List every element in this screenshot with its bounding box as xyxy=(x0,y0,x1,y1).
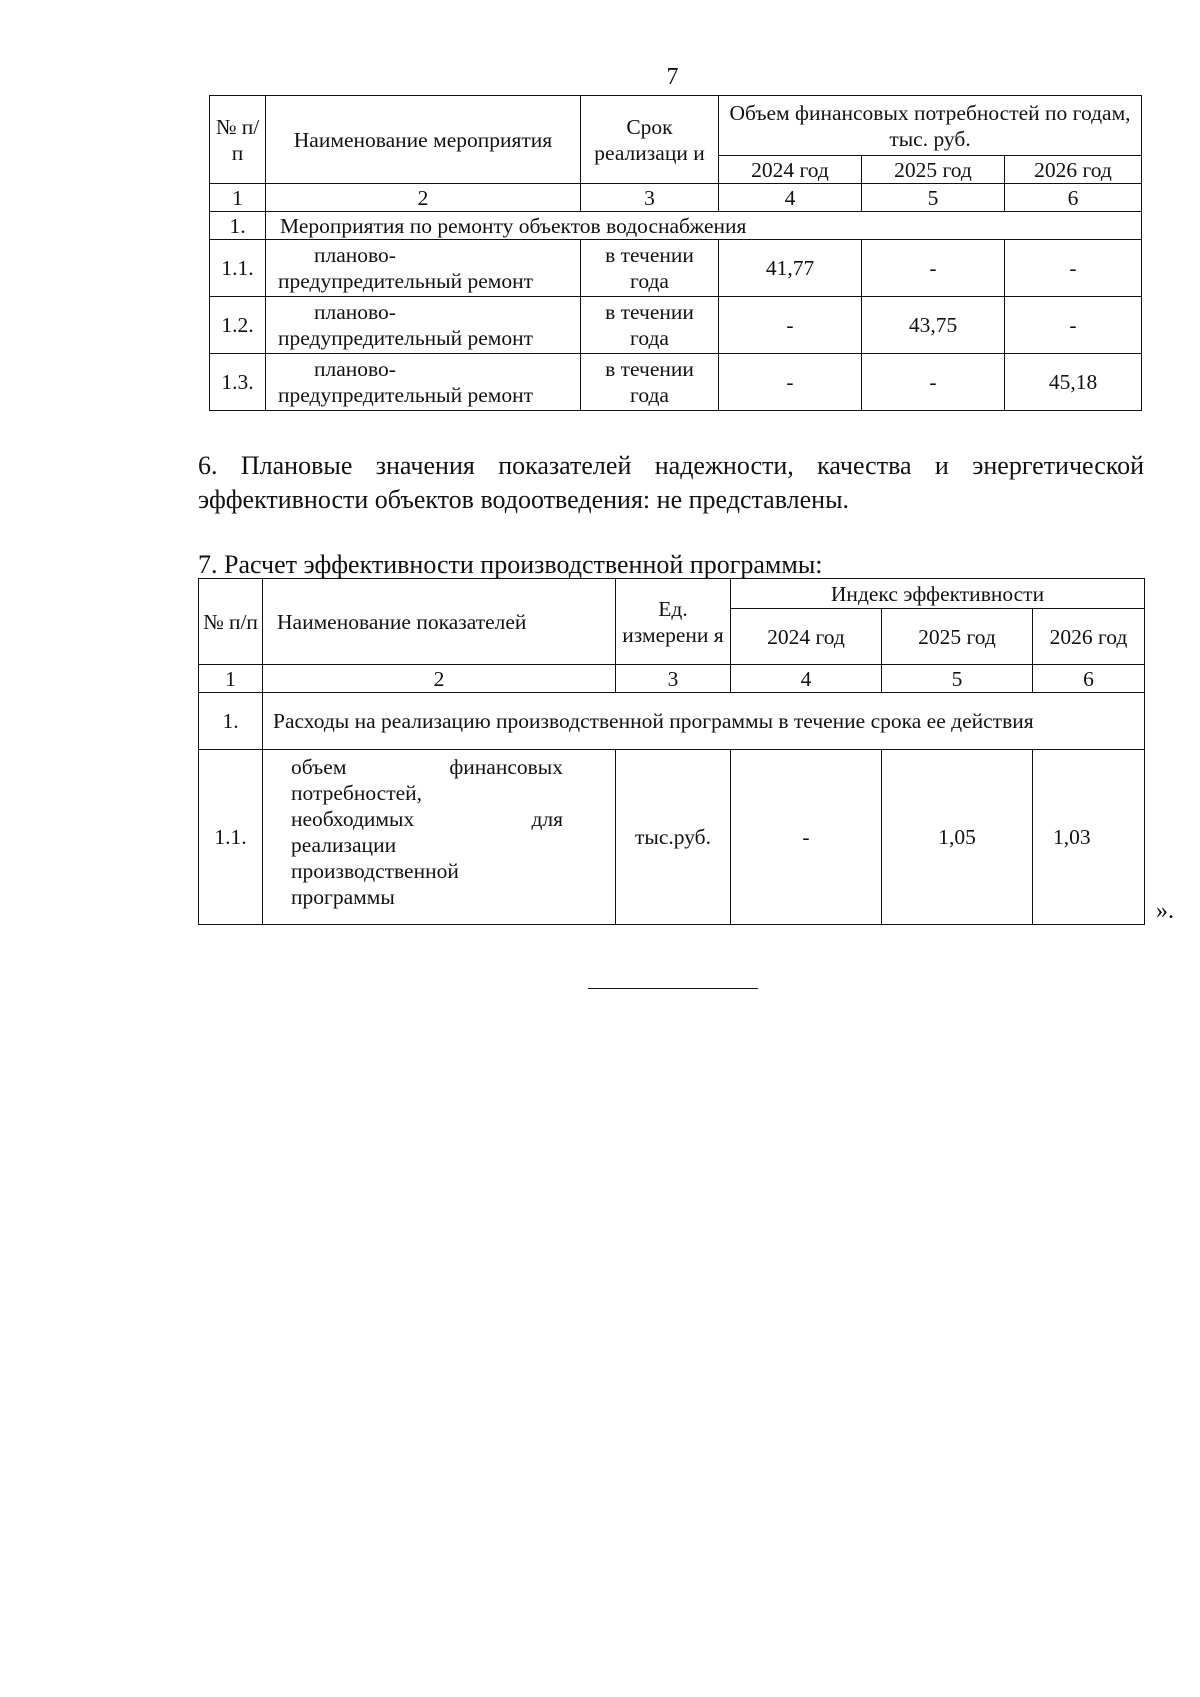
column-number: 1 xyxy=(210,184,266,212)
row-2026: - xyxy=(1005,297,1142,354)
table-row xyxy=(210,240,1142,297)
row-2025: - xyxy=(862,354,1005,411)
column-number: 3 xyxy=(581,184,719,212)
column-number: 3 xyxy=(616,665,731,693)
row-period-line1: в течении xyxy=(605,243,694,267)
row-num: 1.3. xyxy=(210,354,266,411)
row-2026: 45,18 xyxy=(1005,354,1142,411)
column-number: 1 xyxy=(199,665,263,693)
row-2024: - xyxy=(719,354,862,411)
row-num: 1.1. xyxy=(199,750,263,925)
row-name-line2: предупредительный ремонт xyxy=(278,269,534,293)
group-num: 1. xyxy=(199,693,263,750)
row-num: 1.2. xyxy=(210,297,266,354)
row-num: 1.1. xyxy=(210,240,266,297)
column-numbers-row xyxy=(199,665,1145,693)
row-name-line: производственной xyxy=(291,859,459,883)
row-period-line1: в течении xyxy=(605,300,694,324)
group-row xyxy=(210,212,1142,240)
column-number: 6 xyxy=(1033,665,1145,693)
end-rule xyxy=(588,988,758,989)
page-number: 7 xyxy=(666,64,679,90)
header-num: № п/п xyxy=(210,96,266,184)
efficiency-table xyxy=(198,578,1145,925)
header-year: 2026 год xyxy=(1033,609,1145,665)
row-period-line2: года xyxy=(630,269,669,293)
column-number: 5 xyxy=(882,665,1033,693)
table-row xyxy=(210,354,1142,411)
header-period: Срок реализаци и xyxy=(581,96,719,184)
group-num: 1. xyxy=(210,212,266,240)
section-6-text: 6. Плановые значения показателей надежности, качества и энергетической эффективности объектов водоотведения: не представлены. xyxy=(198,451,1144,514)
row-name-line1: планово- xyxy=(314,243,396,267)
header-year: 2025 год xyxy=(882,609,1033,665)
row-2025: 43,75 xyxy=(862,297,1005,354)
column-numbers-row xyxy=(210,184,1142,212)
row-name-word: объем xyxy=(291,755,347,779)
header-num: № п/п xyxy=(199,579,263,665)
table-row xyxy=(210,297,1142,354)
row-period-line2: года xyxy=(630,383,669,407)
header-year: 2025 год xyxy=(862,156,1005,184)
row-unit: тыс.руб. xyxy=(616,750,731,925)
column-number: 2 xyxy=(263,665,616,693)
section-7-title: 7. Расчет эффективности производственной программы: xyxy=(198,550,823,579)
header-volume: Объем финансовых потребностей по годам, тыс. руб. xyxy=(719,96,1142,156)
header-year: 2026 год xyxy=(1005,156,1142,184)
financial-needs-table xyxy=(209,95,1142,411)
row-name-line: программы xyxy=(291,885,395,909)
column-number: 6 xyxy=(1005,184,1142,212)
closing-quote: ». xyxy=(1156,898,1174,924)
row-name-line2: предупредительный ремонт xyxy=(278,383,534,407)
table-row xyxy=(199,750,1145,925)
row-name-line: потребностей, xyxy=(291,781,423,805)
row-name-line: реализации xyxy=(291,833,397,857)
header-year: 2024 год xyxy=(731,609,882,665)
row-name-line1: планово- xyxy=(314,300,396,324)
header-index: Индекс эффективности xyxy=(731,579,1145,609)
row-name-line1: планово- xyxy=(314,357,396,381)
row-period-line1: в течении xyxy=(605,357,694,381)
group-title: Мероприятия по ремонту объектов водоснабжения xyxy=(266,212,1142,240)
header-year: 2024 год xyxy=(719,156,862,184)
header-name: Наименование показателей xyxy=(263,579,616,665)
row-2026: 1,03 xyxy=(1033,750,1145,925)
row-name-line2: предупредительный ремонт xyxy=(278,326,534,350)
header-name: Наименование мероприятия xyxy=(266,96,581,184)
row-2024: - xyxy=(731,750,882,925)
column-number: 5 xyxy=(862,184,1005,212)
group-title: Расходы на реализацию производственной программы в течение срока ее действия xyxy=(263,693,1145,750)
row-2025: - xyxy=(862,240,1005,297)
group-row xyxy=(199,693,1145,750)
row-name xyxy=(263,750,616,925)
row-2024: 41,77 xyxy=(719,240,862,297)
header-unit: Ед. измерени я xyxy=(616,579,731,665)
row-period-line2: года xyxy=(630,326,669,350)
row-2025: 1,05 xyxy=(882,750,1033,925)
column-number: 2 xyxy=(266,184,581,212)
column-number: 4 xyxy=(719,184,862,212)
column-number: 4 xyxy=(731,665,882,693)
row-2026: - xyxy=(1005,240,1142,297)
row-2024: - xyxy=(719,297,862,354)
row-name-word: финансовых xyxy=(449,755,563,779)
row-name-word: необходимых xyxy=(291,807,415,831)
row-name-word: для xyxy=(531,807,563,831)
